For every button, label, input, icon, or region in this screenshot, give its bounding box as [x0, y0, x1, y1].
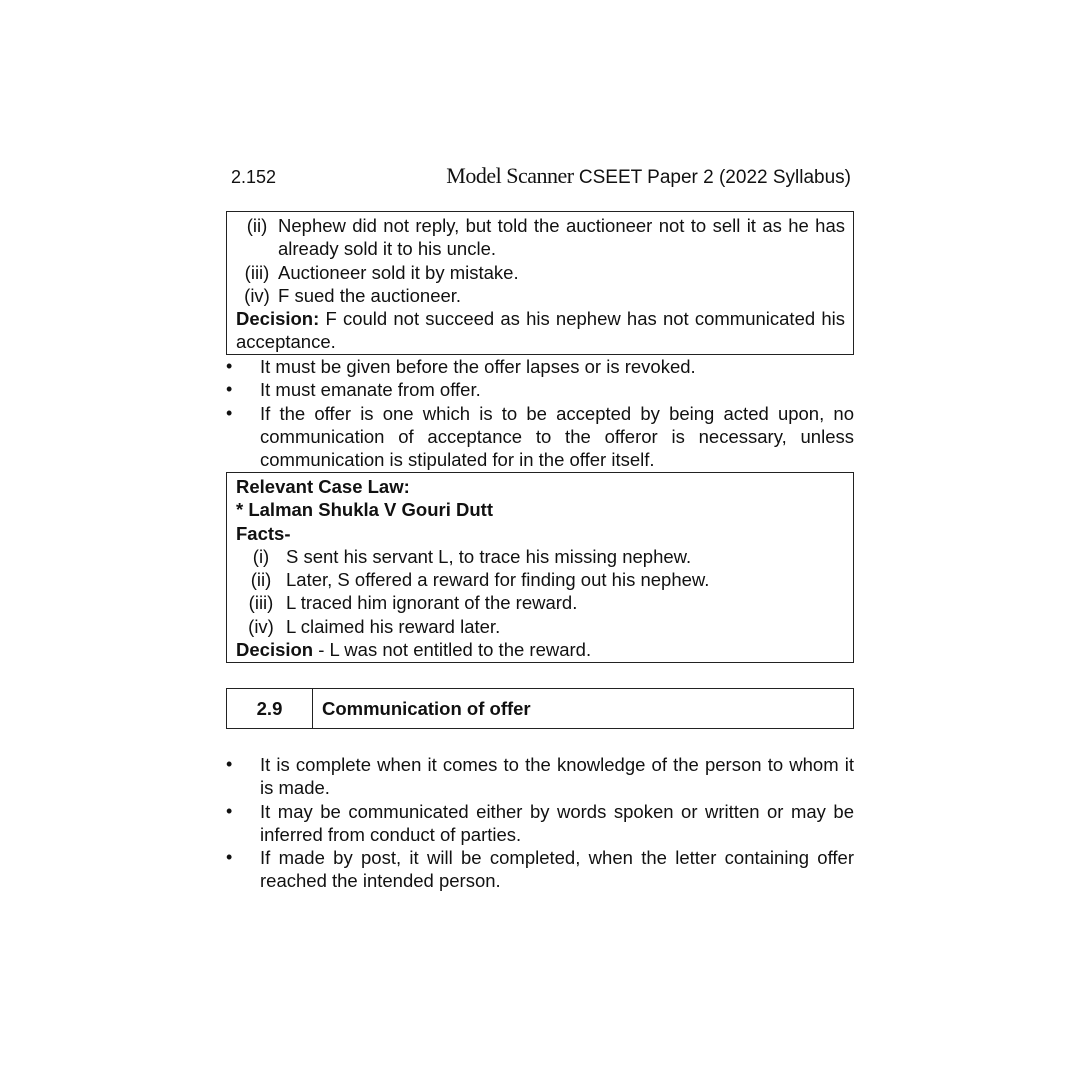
decision-label: Decision [236, 639, 314, 661]
numbered-item [236, 284, 845, 307]
decision-text: F could not succeed as his nephew has not communicated his acceptance. [236, 308, 845, 353]
fact-number: (ii) [250, 569, 272, 591]
list-item [226, 846, 854, 893]
fact-text: S sent his servant L, to trace his missing nephew. [286, 545, 692, 567]
case-law-heading: Relevant Case Law: [236, 476, 410, 497]
fact-item [236, 545, 845, 568]
bullet-list-communication [226, 753, 854, 893]
fact-item [236, 591, 845, 614]
bullet-icon: • [226, 847, 233, 868]
item-text: Nephew did not reply, but told the auctioneer not to sell it as he has already sold it to his uncle. [278, 215, 845, 260]
item-text: F sued the auctioneer. [278, 284, 462, 306]
bullet-icon: • [226, 402, 233, 423]
item-number: (ii) [246, 215, 268, 236]
list-item [226, 355, 854, 378]
list-item-text: It may be communicated either by words spoken or written or may be inferred from conduct of parties. [260, 800, 854, 845]
fact-number: (i) [252, 545, 270, 567]
fact-text: Later, S offered a reward for finding out his nephew. [286, 569, 710, 591]
list-item-text: If the offer is one which is to be accepted by being acted upon, no communication of acceptance to the offeror is necessary, unless communication is stipulated for in the offer itself. [260, 402, 854, 471]
bullet-icon: • [226, 800, 233, 821]
section-number: 2.9 [227, 689, 313, 728]
list-item-text: It must be given before the offer lapses or is revoked. [260, 356, 696, 377]
list-item-text: It is complete when it comes to the knowledge of the person to whom it is made. [260, 754, 854, 799]
numbered-item [236, 261, 845, 284]
decision-label: Decision: [236, 308, 320, 330]
item-number: (iv) [244, 284, 270, 306]
page-header [231, 164, 851, 192]
case-law-box [226, 472, 854, 663]
fact-text: L claimed his reward later. [286, 615, 501, 637]
decision-text: - L was not entitled to the reward. [313, 639, 592, 661]
list-item [226, 402, 854, 472]
case-box-continued [226, 211, 854, 355]
item-text: Auctioneer sold it by mistake. [278, 261, 519, 283]
running-title [446, 164, 851, 189]
list-item-text: If made by post, it will be completed, when the letter containing offer reached the intended person. [260, 847, 854, 892]
title-rest: CSEET Paper 2 (2022 Syllabus) [573, 167, 851, 188]
fact-number: (iii) [248, 592, 274, 614]
list-item-text: It must emanate from offer. [260, 379, 481, 401]
item-number: (iii) [244, 261, 270, 283]
decision-paragraph [236, 638, 845, 661]
bullet-list-acceptance-rules [226, 355, 854, 471]
bullet-icon: • [226, 356, 233, 376]
section-title: Communication of offer [322, 697, 531, 719]
bullet-icon: • [226, 754, 233, 774]
fact-item [236, 568, 845, 591]
decision-paragraph [236, 307, 845, 354]
list-item [226, 800, 854, 847]
page-number: 2.152 [231, 167, 277, 187]
numbered-item [236, 214, 845, 261]
facts-label: Facts- [236, 522, 291, 544]
title-brand: Model Scanner [446, 163, 574, 188]
case-name: * Lalman Shukla V Gouri Dutt [236, 499, 493, 521]
fact-text: L traced him ignorant of the reward. [286, 592, 578, 614]
fact-number: (iv) [248, 615, 274, 637]
section-heading [226, 688, 854, 729]
list-item [226, 378, 854, 401]
bullet-icon: • [226, 379, 233, 400]
fact-item [236, 615, 845, 638]
list-item [226, 753, 854, 800]
